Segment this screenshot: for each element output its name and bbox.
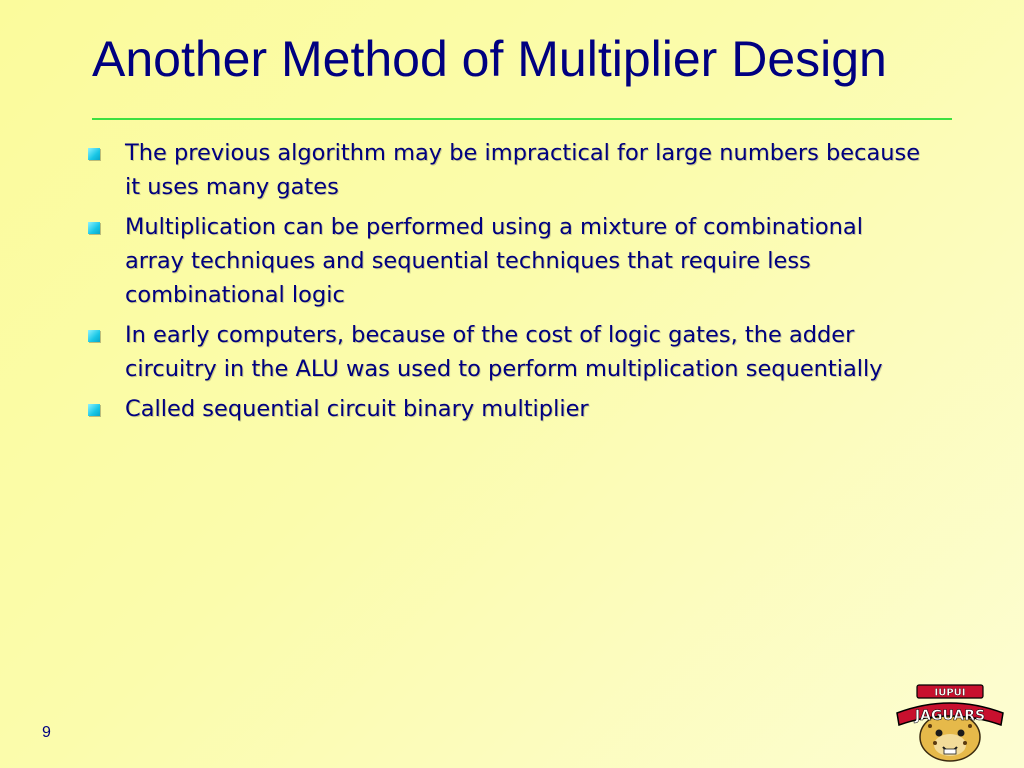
bullet-square-icon <box>88 148 100 160</box>
bullet-text: Multiplication can be performed using a mixture of combinational array techniques and sequential techniques that require less combinational logic <box>125 214 863 308</box>
logo-top-text: IUPUI <box>934 687 966 699</box>
jaguar-mascot-logo-icon <box>895 681 1005 763</box>
page-number: 9 <box>42 724 51 741</box>
bullet-item <box>88 210 928 312</box>
bullet-item <box>88 136 928 204</box>
bullet-list <box>88 136 928 432</box>
logo-main-text: JAGUARS <box>914 708 986 724</box>
bullet-square-icon <box>88 330 100 342</box>
bullet-square-icon <box>88 222 100 234</box>
slide-title: Another Method of Multiplier Design <box>92 31 887 87</box>
title-divider <box>92 118 952 120</box>
bullet-item <box>88 392 928 426</box>
bullet-text: In early computers, because of the cost of logic gates, the adder circuitry in the ALU was used to perform multiplication sequentially <box>125 322 883 382</box>
bullet-text: Called sequential circuit binary multiplier <box>125 396 589 422</box>
bullet-item <box>88 318 928 386</box>
logo-banner <box>897 685 1003 725</box>
bullet-text: The previous algorithm may be impractical for large numbers because it uses many gates <box>125 140 921 200</box>
bullet-square-icon <box>88 404 100 416</box>
